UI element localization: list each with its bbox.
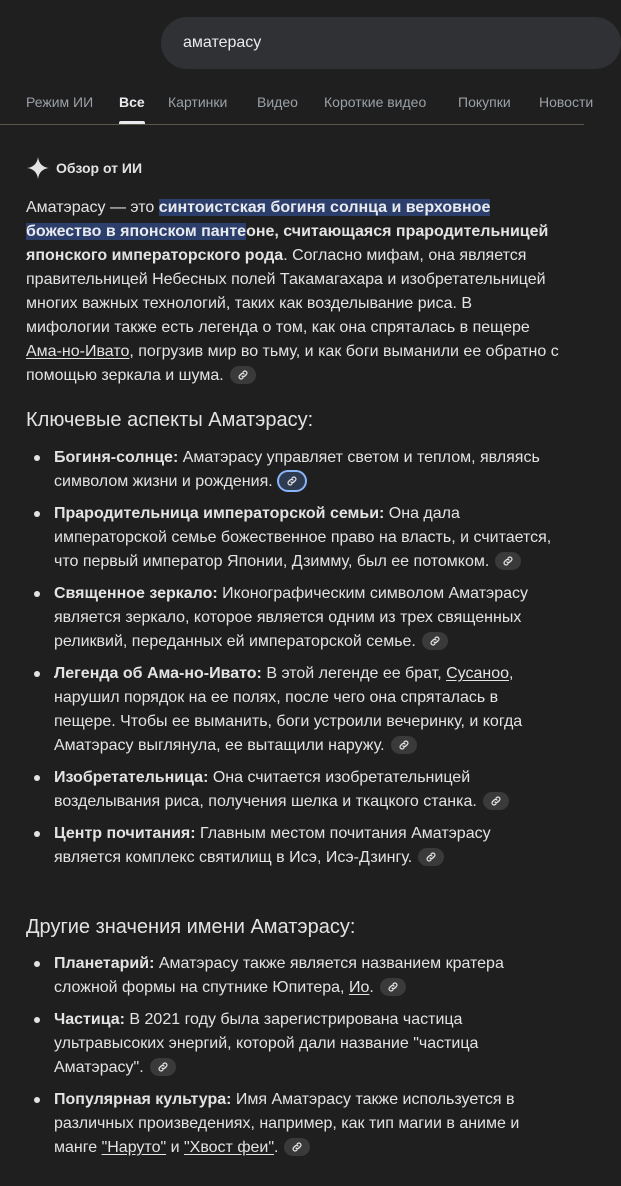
item-term: Священное зеркало: — [54, 585, 218, 602]
tab-short-videos[interactable]: Короткие видео — [324, 94, 427, 110]
link-icon — [429, 635, 441, 647]
item-text: В этой легенде ее брат, — [261, 665, 447, 682]
source-link-button[interactable] — [230, 366, 256, 384]
link-icon — [387, 981, 399, 993]
list-item — [26, 446, 560, 494]
section-heading-other-meanings: Другие значения имени Аматэрасу: — [26, 916, 356, 938]
item-text: В 2021 году была зарегистрирована частица ультравысоких энергий, которой дали название "частица Аматэрасу". — [54, 1011, 479, 1076]
item-term: Центр почитания: — [54, 825, 196, 842]
item-text: и — [166, 1139, 184, 1156]
list-item — [26, 662, 560, 758]
list-item — [26, 1008, 560, 1080]
item-term: Планетарий: — [54, 955, 155, 972]
source-link-button[interactable] — [391, 736, 417, 754]
item-text: Иконографическим символом Аматэрасу является зеркало, которое является одним из трех священных реликвий, переданных ей императорской семье. — [54, 585, 529, 650]
list-item — [26, 952, 560, 1000]
source-link-button[interactable] — [422, 632, 448, 650]
ai-overview-header — [26, 156, 142, 180]
search-box[interactable] — [161, 17, 621, 69]
link-icon — [157, 1061, 169, 1073]
list-item — [26, 822, 560, 870]
source-link-button[interactable] — [150, 1058, 176, 1076]
section-heading-key-aspects: Ключевые аспекты Аматэрасу: — [26, 409, 314, 431]
other-meanings-list — [26, 952, 560, 1168]
source-link-button[interactable] — [380, 978, 406, 996]
intro-bold: оне, считающаяся прародительницей японского императорского рода — [26, 223, 549, 264]
source-link-button[interactable] — [418, 848, 444, 866]
list-item — [26, 582, 560, 654]
link-icon — [502, 555, 514, 567]
link-fairy-tail[interactable]: "Хвост феи" — [183, 1139, 274, 1156]
list-item — [26, 766, 560, 814]
link-icon — [291, 1141, 303, 1153]
tab-all[interactable]: Все — [119, 94, 145, 110]
item-term: Прародительница императорской семьи: — [54, 505, 385, 522]
item-text: Она дала императорской семье божественное право на власть, и считается, что первый император Японии, Дзимму, был ее потомком. — [54, 505, 552, 570]
tab-news[interactable]: Новости — [539, 94, 594, 110]
intro-text: , погрузив мир во тьму, и как боги выманили ее обратно с помощью зеркала и шума. — [26, 343, 559, 384]
link-icon — [237, 369, 249, 381]
link-io[interactable]: Ио — [348, 979, 370, 996]
link-icon — [490, 795, 502, 807]
item-term: Изобретательница: — [54, 769, 209, 786]
ai-overview-title: Обзор от ИИ — [56, 160, 143, 176]
link-icon — [425, 851, 437, 863]
item-text: . — [369, 979, 374, 996]
ai-overview-intro — [26, 196, 560, 388]
key-aspects-list — [26, 446, 560, 878]
sparkle-icon — [26, 156, 50, 180]
source-link-button[interactable] — [279, 472, 305, 490]
link-ama-no-iwato[interactable]: Ама-но-Ивато — [26, 343, 130, 360]
link-susanoo[interactable]: Сусаноо — [446, 665, 510, 682]
intro-text: . Согласно мифам, она является правительницей Небесных полей Такамагахара и изобретательницей многих важных технологий, таких как возделывание риса. В мифологии также есть легенда о том, как она спряталась в пещере — [26, 247, 546, 336]
item-text: . — [274, 1139, 279, 1156]
item-term: Богиня-солнце: — [54, 449, 179, 466]
source-link-button[interactable] — [495, 552, 521, 570]
intro-text: Аматэрасу — это — [26, 199, 159, 216]
item-text: Аматэрасу управляет светом и теплом, являясь символом жизни и рождения. — [54, 449, 540, 490]
search-tabs — [0, 84, 594, 125]
item-term: Легенда об Ама-но-Ивато: — [54, 665, 262, 682]
link-icon — [286, 475, 298, 487]
item-term: Популярная культура: — [54, 1091, 232, 1108]
item-text: , нарушил порядок на ее полях, после чего она спряталась в пещере. Чтобы ее выманить, боги устроили вечеринку, и когда Аматэрасу выглянула, ее вытащили наружу. — [54, 665, 523, 754]
tab-shopping[interactable]: Покупки — [458, 94, 511, 110]
item-term: Частица: — [54, 1011, 125, 1028]
search-input[interactable] — [183, 34, 583, 52]
tab-images[interactable]: Картинки — [168, 94, 228, 110]
list-item — [26, 1088, 560, 1160]
intro-highlight: синтоистская богиня солнца и верховное божество в японском панте — [26, 199, 491, 240]
item-text: Аматэрасу также является названием кратера сложной формы на спутнике Юпитера, — [54, 955, 504, 996]
item-text: Главным местом почитания Аматэрасу является комплекс святилищ в Исэ, Исэ-Дзингу. — [54, 825, 491, 866]
item-text: Она считается изобретательницей возделывания риса, получения шелка и ткацкого станка. — [54, 769, 477, 810]
tab-ai-mode[interactable]: Режим ИИ — [26, 94, 94, 110]
item-text: Имя Аматэрасу также используется в различных произведениях, например, как тип магии в аниме и манге — [54, 1091, 520, 1156]
tab-videos[interactable]: Видео — [257, 94, 298, 110]
list-item — [26, 502, 560, 574]
link-naruto[interactable]: "Наруто" — [101, 1139, 167, 1156]
source-link-button[interactable] — [284, 1138, 310, 1156]
link-icon — [398, 739, 410, 751]
source-link-button[interactable] — [483, 792, 509, 810]
